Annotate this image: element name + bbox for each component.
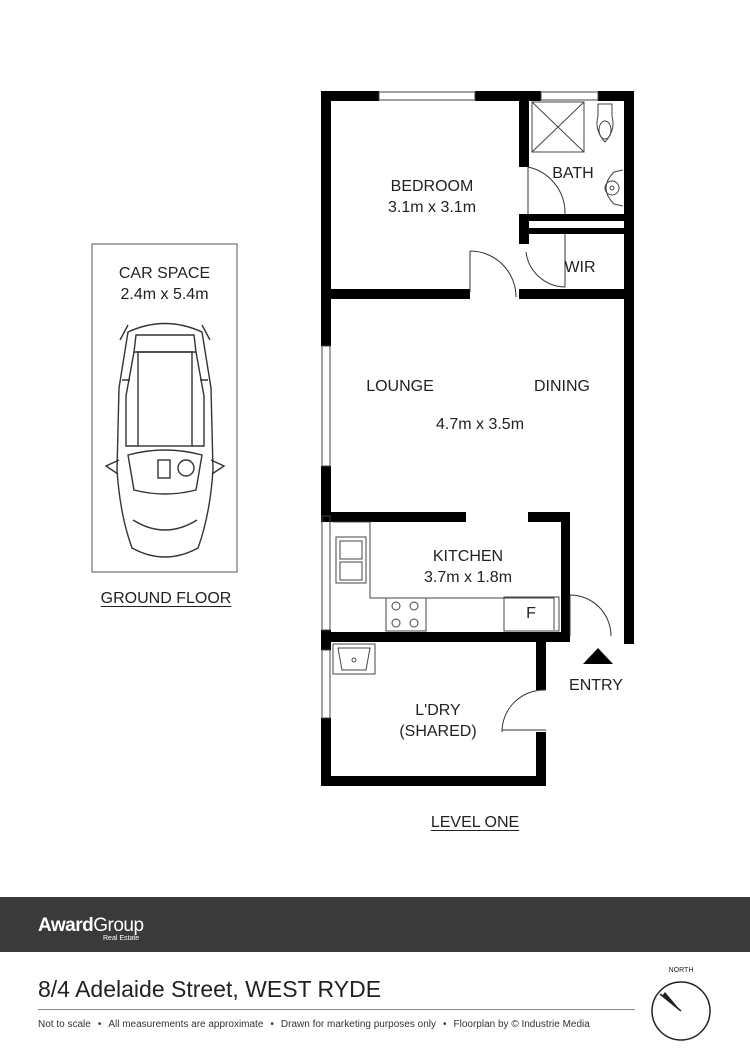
dining-label: DINING [534,378,590,395]
bedroom-size: 3.1m x 3.1m [387,199,477,216]
brand-logo [38,915,144,937]
cooktop-icon [386,598,426,631]
lounge-label: LOUNGE [366,378,434,395]
car-icon [106,324,224,558]
kitchen-name: KITCHEN [432,548,504,565]
disclaimer-credit: Floorplan by © Industrie Media [453,1019,590,1030]
level-one-label: LEVEL ONE [430,814,520,831]
footer-divider [38,1009,635,1010]
disclaimer-measurements: All measurements are approximate [108,1019,264,1030]
compass-label: NORTH [668,967,694,974]
toilet-icon [597,104,613,142]
brand-name-bold: Award [38,915,94,936]
disclaimer-marketing: Drawn for marketing purposes only [280,1019,436,1030]
entry-arrow-icon [583,648,613,664]
property-address: 8/4 Adelaide Street, WEST RYDE [38,976,382,1002]
brand-subtitle: Real Estate [103,935,140,942]
disclaimer-scale: Not to scale [38,1019,91,1030]
car-space-name: CAR SPACE [118,265,211,282]
laundry-label [378,700,498,742]
disclaimer-line: Not to scale • All measurements are approximate • Drawn for marketing purposes only • Floorplan by © Industrie Media [38,1019,590,1030]
laundry-note: (SHARED) [399,723,477,740]
kitchen-label [398,546,538,588]
car-space-label [92,263,237,305]
fridge-label: F [526,605,536,622]
laundry-name: L'DRY [415,702,461,719]
wir-label: WIR [564,259,596,276]
car-space-size: 2.4m x 5.4m [120,286,209,303]
bath-label: BATH [552,165,594,182]
kitchen-size: 3.7m x 1.8m [423,569,513,586]
entry-label: ENTRY [569,677,623,694]
ground-floor-label: GROUND FLOOR [100,590,232,607]
living-size: 4.7m x 3.5m [435,416,525,433]
bedroom-label [362,176,502,218]
brand-name-regular: Group [93,915,144,936]
bedroom-name: BEDROOM [390,178,474,195]
compass-icon [650,980,712,1042]
